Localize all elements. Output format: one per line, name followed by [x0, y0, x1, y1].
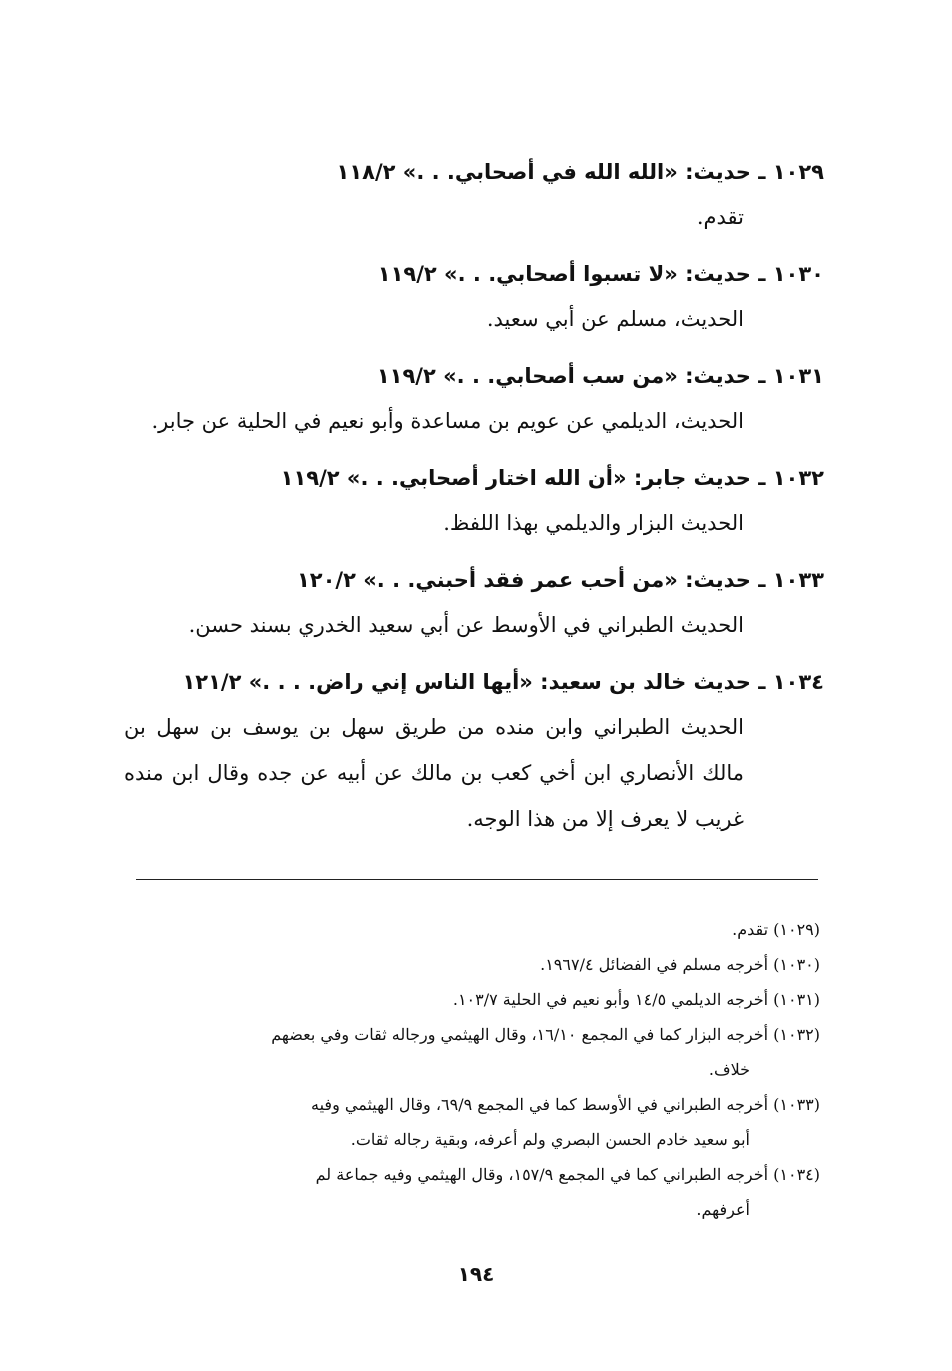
entry-heading: ١٠٣٣ ـ حديث: «من أحب عمر فقد أحبني. . .» ١٢٠/٢ — [296, 568, 824, 592]
hadith-entry-1030 — [124, 252, 824, 342]
footnote-continuation: خلاف. — [708, 1060, 750, 1079]
footnote-continuation: أعرفهم. — [696, 1200, 750, 1219]
entry-body: الحديث الطبراني في الأوسط عن أبي سعيد الخدري بسند حسن. — [188, 613, 744, 637]
hadith-entry-1031 — [124, 354, 824, 444]
entry-heading: ١٠٣٤ ـ حديث خالد بن سعيد: «أيها الناس إني راض. . . .» ١٢١/٢ — [182, 670, 824, 694]
entry-body: الحديث، مسلم عن أبي سعيد. — [486, 307, 744, 331]
entry-body: الحديث البزار والديلمي بهذا اللفظ. — [443, 511, 744, 535]
footnote-text: (١٠٣٣) أخرجه الطبراني في الأوسط كما في المجمع ٦٩/٩، وقال الهيثمي وفيه — [311, 1095, 820, 1114]
footnote-1034 — [130, 1157, 820, 1227]
footnotes — [130, 912, 820, 1227]
footnote-separator — [136, 879, 818, 880]
hadith-entry-1033 — [124, 558, 824, 648]
page-number: ١٩٤ — [457, 1262, 495, 1286]
footnote-1029 — [130, 912, 820, 947]
footnote-text: (١٠٣٢) أخرجه البزار كما في المجمع ١٦/١٠، وقال الهيثمي ورجاله ثقات وفي بعضهم — [271, 1025, 820, 1044]
hadith-entry-1029 — [124, 150, 824, 240]
entry-body: الحديث الطبراني وابن منده من طريق سهل بن يوسف بن سهل بن مالك الأنصاري ابن أخي كعب بن مالك عن أبيه عن جده وقال ابن منده غريب لا يعرف إلا من هذا الوجه. — [124, 715, 744, 831]
footnote-text: (١٠٣٤) أخرجه الطبراني كما في المجمع ١٥٧/٩، وقال الهيثمي وفيه جماعة لم — [315, 1165, 820, 1184]
footnote-1031 — [130, 982, 820, 1017]
entry-heading: ١٠٣١ ـ حديث: «من سب أصحابي. . .» ١١٩/٢ — [376, 364, 824, 388]
entry-heading: ١٠٣٠ ـ حديث: «لا تسبوا أصحابي. . .» ١١٩/٢ — [377, 262, 824, 286]
footnote-text: (١٠٣٠) أخرجه مسلم في الفضائل ١٩٦٧/٤. — [540, 955, 820, 974]
footnote-continuation: أبو سعيد خادم الحسن البصري ولم أعرفه، وبقية رجاله ثقات. — [350, 1130, 750, 1149]
hadith-entries — [124, 150, 824, 854]
entry-body: تقدم. — [696, 205, 744, 229]
footnote-1030 — [130, 947, 820, 982]
footnote-1032 — [130, 1017, 820, 1087]
footnote-1033 — [130, 1087, 820, 1157]
entry-body: الحديث، الديلمي عن عويم بن مساعدة وأبو نعيم في الحلية عن جابر. — [151, 409, 744, 433]
footnote-text: (١٠٢٩) تقدم. — [732, 920, 820, 939]
entry-heading: ١٠٢٩ ـ حديث: «الله الله في أصحابي. . .» ١١٨/٢ — [336, 160, 824, 184]
footnote-text: (١٠٣١) أخرجه الديلمي ١٤/٥ وأبو نعيم في الحلية ١٠٣/٧. — [452, 990, 820, 1009]
entry-heading: ١٠٣٢ ـ حديث جابر: «أن الله اختار أصحابي. . .» ١١٩/٢ — [280, 466, 824, 490]
hadith-entry-1032 — [124, 456, 824, 546]
hadith-entry-1034 — [124, 660, 824, 842]
